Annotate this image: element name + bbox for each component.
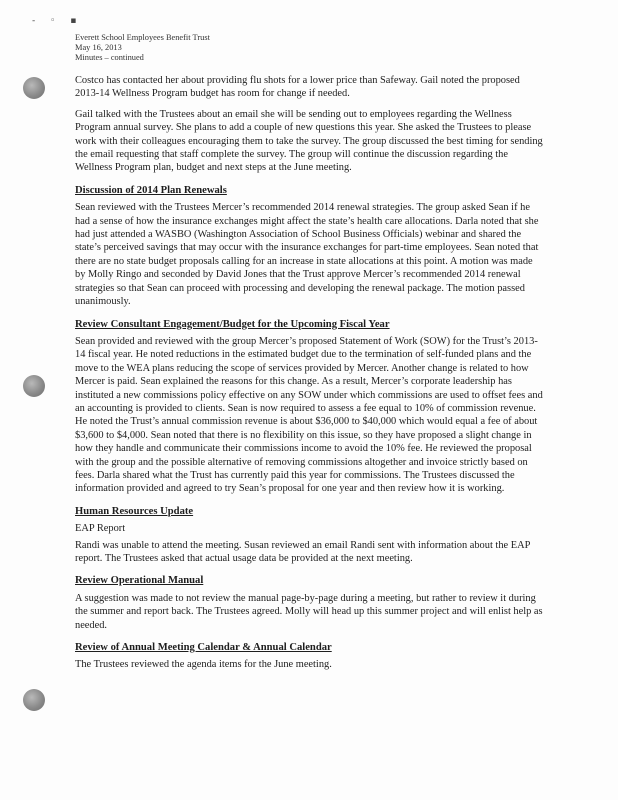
subheading-eap-report: EAP Report [75, 523, 126, 535]
section-body-operational-manual: A suggestion was made to not review the manual page-by-page during a meeting, but rather to review it during the summer and report back. The Trustees agreed. Molly will head up this summer project and will enlist help as needed. [75, 592, 543, 631]
punch-hole-icon [23, 689, 45, 711]
section-title-human-resources: Human Resources Update [75, 505, 194, 517]
scan-artifact-mark: - ◦ ▪ [32, 16, 83, 26]
header-organization: Everett School Employees Benefit Trust [75, 33, 210, 42]
minutes-body [75, 74, 545, 679]
section-title-operational-manual: Review Operational Manual [75, 575, 204, 587]
punch-hole-icon [23, 77, 45, 99]
section-title-plan-renewals: Discussion of 2014 Plan Renewals [75, 184, 227, 196]
section-title-annual-calendar: Review of Annual Meeting Calendar & Annual Calendar [75, 642, 332, 654]
header-date: May 16, 2013 [75, 43, 122, 52]
page-header [75, 33, 210, 63]
section-body-plan-renewals: Sean reviewed with the Trustees Mercer’s recommended 2014 renewal strategies. The group asked Sean if he had a sense of how the insurance exchanges might affect the state’s health care allocations. Darla noted that she had just attended a WASBO (Washington Association of School Business Officials) webinar and shared the state’s perceived savings that may occur with the insurance exchanges for part-time employees. Sean noted that there are no state budget proposals calling for an increase in state allocations at this point. A motion was made by Molly Ringo and seconded by David Jones that the Trust approve Mercer’s recommended 2014 renewal strategies so that Sean can proceed with processing and developing the renewal package. The motion passed unanimously. [75, 202, 539, 308]
section-title-consultant-budget: Review Consultant Engagement/Budget for the Upcoming Fiscal Year [75, 318, 390, 330]
section-body-annual-calendar: The Trustees reviewed the agenda items for the June meeting. [75, 659, 332, 671]
section-body-consultant-budget: Sean provided and reviewed with the group Mercer’s proposed Statement of Work (SOW) for the Trust’s 2013-14 fiscal year. He noted reductions in the estimated budget due to the termination of self-funded plans and the move to the WEA plans reducing the scope of services provided by Mercer. Another change is related to how Mercer is paid. Sean explained the reasons for this change. As a result, Mercer’s corporate leadership has instituted a new commissions policy effective on any SOW under which commissions are used to offset fees and an accounting is provided to clients. Sean is now required to assess a fee equal to 10% of commission revenue. He noted the Trust’s annual commission revenue is about $36,000 to $40,000 which would equal a fee of about $3,600 to $4,000. Sean noted that there is no flexibility on this issue, so they have proposed a slight change in how they handle and communicate their commissions income to avoid the 10% fee. He reviewed the proposal with the group and the possible alternative of removing commissions altogether and invoice strictly based on fees. Darla shared what the Trust has currently paid this year for commissions. The Trustees discussed the information provided and agreed to try Sean’s proposal for one year and then review how it is working. [75, 335, 543, 495]
section-body-human-resources: Randi was unable to attend the meeting. Susan reviewed an email Randi sent with information about the EAP report. The Trustees asked that actual usage data be provided at the next meeting. [75, 539, 530, 564]
paragraph-wellness-flu-shots: Costco has contacted her about providing flu shots for a lower price than Safeway. Gail noted the proposed 2013-14 Wellness Program budget has room for change if needed. [75, 75, 520, 100]
punch-hole-icon [23, 375, 45, 397]
header-doc-label: Minutes – continued [75, 53, 144, 62]
paragraph-wellness-survey: Gail talked with the Trustees about an email she will be sending out to employees regarding the Wellness Program annual survey. She plans to add a couple of new questions this year. She asked the Trustees to please work with their colleagues encouraging them to take the survey. The group discussed the best timing for sending the email requesting that staff complete the survey. The group will continue the discussion regarding the Wellness Program plan, budget and next steps at the June meeting. [75, 108, 543, 174]
